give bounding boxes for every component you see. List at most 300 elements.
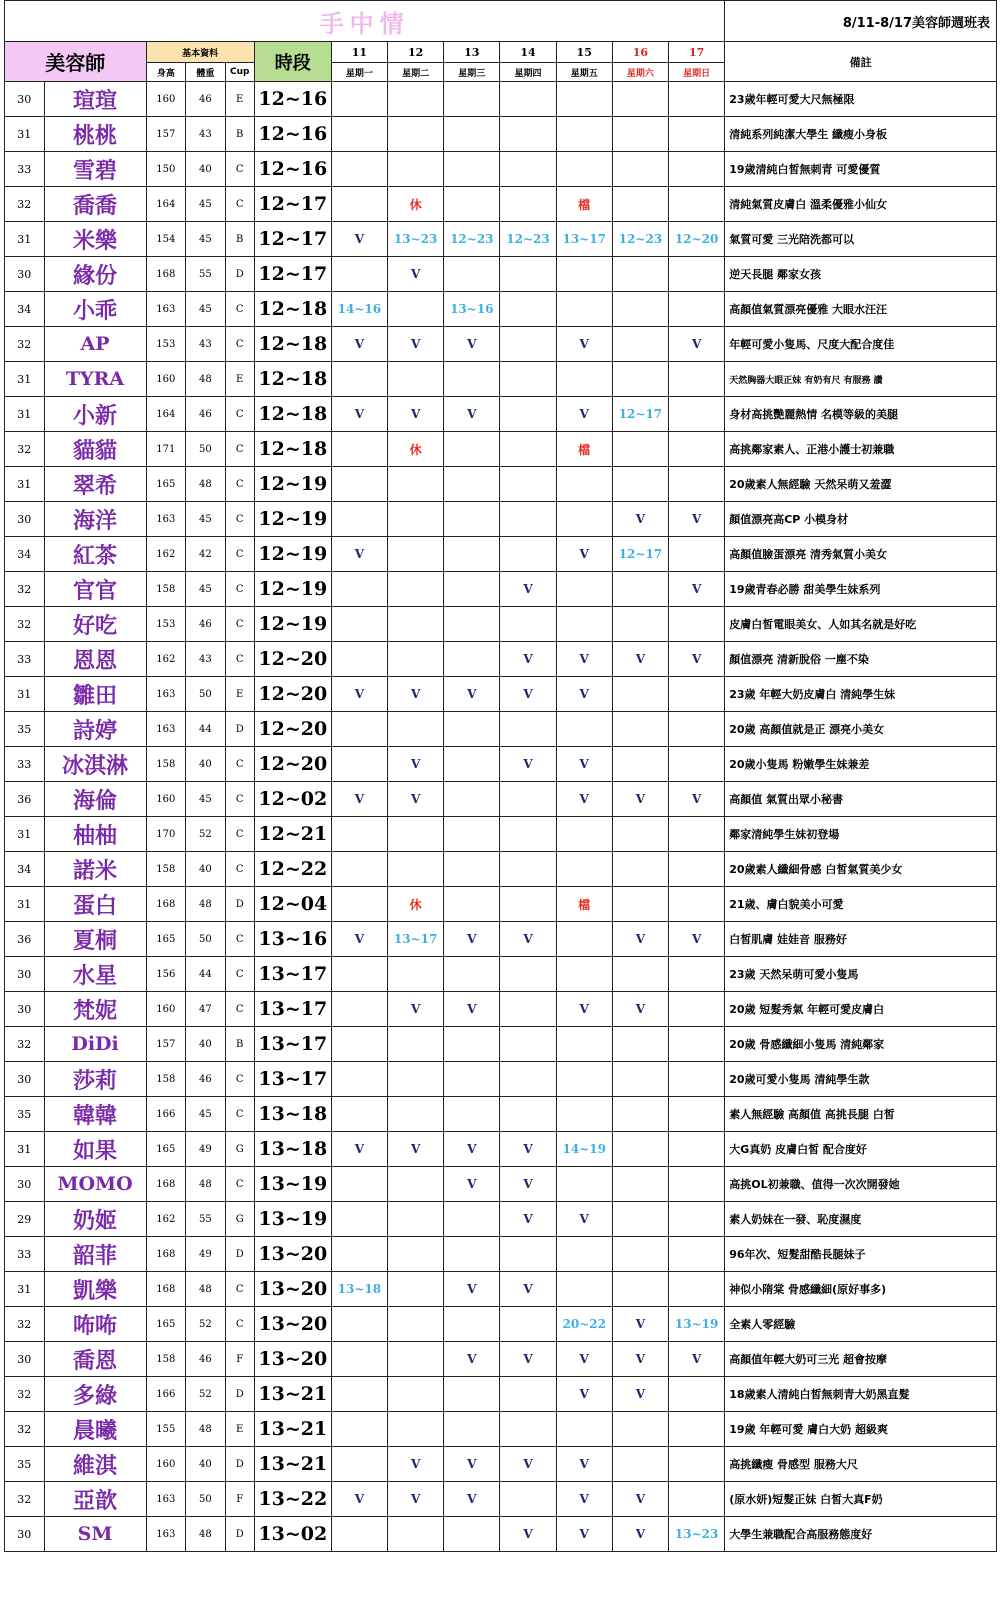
height-cell: 166 <box>146 1377 186 1412</box>
beautician-name[interactable]: 柚柚 <box>44 817 146 852</box>
shift-cell <box>331 1412 387 1447</box>
note-cell: 高顏值 氣質出眾小秘書 <box>725 782 997 817</box>
beautician-name[interactable]: 海洋 <box>44 502 146 537</box>
shift-cell <box>388 1062 444 1097</box>
shift-cell: V <box>669 327 725 362</box>
height-cell: 166 <box>146 1097 186 1132</box>
age-cell: 32 <box>5 1027 45 1062</box>
beautician-name[interactable]: 米樂 <box>44 222 146 257</box>
day-name: 星期一 <box>331 63 387 82</box>
shift-cell <box>388 1517 444 1552</box>
shift-cell <box>444 1237 500 1272</box>
beautician-name[interactable]: 蛋白 <box>44 887 146 922</box>
note-cell: 19歲 年輕可愛 膚白大奶 超級爽 <box>725 1412 997 1447</box>
beautician-name[interactable]: 如果 <box>44 1132 146 1167</box>
day-number: 13 <box>444 42 500 63</box>
height-cell: 154 <box>146 222 186 257</box>
cup-header: Cup <box>225 63 254 82</box>
shift-cell <box>331 642 387 677</box>
height-cell: 165 <box>146 467 186 502</box>
weight-cell: 45 <box>186 1097 226 1132</box>
time-slot-cell: 12~19 <box>254 572 331 607</box>
beautician-name[interactable]: 亞歆 <box>44 1482 146 1517</box>
height-cell: 158 <box>146 1342 186 1377</box>
age-cell: 30 <box>5 1062 45 1097</box>
age-cell: 32 <box>5 187 45 222</box>
age-cell: 31 <box>5 887 45 922</box>
schedule-row <box>5 712 997 747</box>
beautician-name[interactable]: 奶姬 <box>44 1202 146 1237</box>
time-slot-cell: 13~19 <box>254 1202 331 1237</box>
cup-cell: G <box>225 1202 254 1237</box>
cup-cell: D <box>225 1377 254 1412</box>
weight-cell: 48 <box>186 362 226 397</box>
cup-cell: B <box>225 117 254 152</box>
shift-cell <box>444 187 500 222</box>
beautician-name[interactable]: 維淇 <box>44 1447 146 1482</box>
age-cell: 35 <box>5 1097 45 1132</box>
weight-cell: 46 <box>186 607 226 642</box>
height-cell: 168 <box>146 887 186 922</box>
schedule-row <box>5 992 997 1027</box>
weight-cell: 45 <box>186 222 226 257</box>
beautician-name[interactable]: 桃桃 <box>44 117 146 152</box>
shift-cell: V <box>444 1447 500 1482</box>
weight-cell: 46 <box>186 1342 226 1377</box>
note-cell: 20歲 短髮秀氣 年輕可愛皮膚白 <box>725 992 997 1027</box>
shift-cell <box>388 362 444 397</box>
shift-cell: V <box>388 992 444 1027</box>
schedule-row <box>5 1062 997 1097</box>
day-number: 16 <box>612 42 668 63</box>
note-cell: 高顏值年輕大奶可三光 超會按摩 <box>725 1342 997 1377</box>
note-cell: 19歲青春必勝 甜美學生妹系列 <box>725 572 997 607</box>
time-slot-cell: 12~17 <box>254 222 331 257</box>
beautician-name[interactable]: 喬喬 <box>44 187 146 222</box>
beautician-name[interactable]: 翠希 <box>44 467 146 502</box>
shift-cell: 檔 <box>556 187 612 222</box>
beautician-name[interactable]: TYRA <box>44 362 146 397</box>
time-slot-cell: 12~16 <box>254 152 331 187</box>
shift-cell: V <box>612 922 668 957</box>
beautician-name[interactable]: 瑄瑄 <box>44 82 146 117</box>
shift-cell <box>500 152 556 187</box>
note-cell: 顏值漂亮高CP 小模身材 <box>725 502 997 537</box>
age-cell: 31 <box>5 117 45 152</box>
shift-cell: V <box>612 1517 668 1552</box>
shift-cell <box>669 957 725 992</box>
cup-cell: C <box>225 1097 254 1132</box>
shift-cell <box>556 922 612 957</box>
shift-cell: V <box>556 642 612 677</box>
shift-cell: V <box>331 782 387 817</box>
time-slot-cell: 12~18 <box>254 397 331 432</box>
cup-cell: C <box>225 1272 254 1307</box>
age-cell: 33 <box>5 642 45 677</box>
beautician-name[interactable]: 夏桐 <box>44 922 146 957</box>
note-cell: 20歲可愛小隻馬 清純學生款 <box>725 1062 997 1097</box>
height-cell: 155 <box>146 1412 186 1447</box>
weight-cell: 55 <box>186 1202 226 1237</box>
shift-cell <box>612 677 668 712</box>
shift-cell: 13~18 <box>331 1272 387 1307</box>
height-cell: 163 <box>146 502 186 537</box>
shift-cell <box>612 187 668 222</box>
beautician-name[interactable]: 韶菲 <box>44 1237 146 1272</box>
day-name: 星期六 <box>612 63 668 82</box>
time-slot-cell: 12~02 <box>254 782 331 817</box>
schedule-row <box>5 187 997 222</box>
cup-cell: D <box>225 257 254 292</box>
shift-cell <box>331 1062 387 1097</box>
shift-cell <box>331 82 387 117</box>
weight-cell: 43 <box>186 117 226 152</box>
shift-cell <box>500 292 556 327</box>
shift-cell: V <box>500 1272 556 1307</box>
note-cell: (原水妍)短髮正妹 白皙大真F奶 <box>725 1482 997 1517</box>
shift-cell: V <box>556 992 612 1027</box>
shift-cell <box>444 1517 500 1552</box>
weight-cell: 49 <box>186 1132 226 1167</box>
beautician-name[interactable]: 海倫 <box>44 782 146 817</box>
shift-cell: V <box>556 1482 612 1517</box>
shift-cell: V <box>556 537 612 572</box>
height-header: 身高 <box>146 63 186 82</box>
shift-cell <box>669 1062 725 1097</box>
beautician-name[interactable]: MOMO <box>44 1167 146 1202</box>
schedule-row <box>5 82 997 117</box>
shift-cell <box>500 607 556 642</box>
shift-cell: 12~20 <box>669 222 725 257</box>
shift-cell: 12~17 <box>612 397 668 432</box>
cup-cell: C <box>225 957 254 992</box>
note-cell: 神似小隋棠 骨感纖細(原好事多) <box>725 1272 997 1307</box>
shift-cell: V <box>669 782 725 817</box>
shift-cell: V <box>388 257 444 292</box>
age-cell: 31 <box>5 1132 45 1167</box>
height-cell: 160 <box>146 782 186 817</box>
week-title: 8/11-8/17美容師週班表 <box>725 1 997 42</box>
shift-cell <box>388 572 444 607</box>
shift-cell: V <box>388 1482 444 1517</box>
basic-info-header: 基本資料 <box>146 42 254 63</box>
shift-cell <box>444 257 500 292</box>
beautician-name[interactable]: 莎莉 <box>44 1062 146 1097</box>
shift-cell: V <box>388 747 444 782</box>
shift-cell <box>331 1027 387 1062</box>
shift-cell <box>669 537 725 572</box>
shift-cell <box>500 712 556 747</box>
schedule-row <box>5 397 997 432</box>
beautician-name[interactable]: 緣份 <box>44 257 146 292</box>
beautician-name[interactable]: AP <box>44 327 146 362</box>
shift-cell <box>444 467 500 502</box>
shift-cell: V <box>556 677 612 712</box>
shift-cell <box>331 1237 387 1272</box>
time-slot-cell: 13~17 <box>254 957 331 992</box>
shift-cell <box>500 1482 556 1517</box>
shift-cell <box>500 1062 556 1097</box>
cup-cell: C <box>225 992 254 1027</box>
shift-cell <box>444 572 500 607</box>
shift-cell <box>444 1097 500 1132</box>
time-slot-cell: 13~20 <box>254 1237 331 1272</box>
shift-cell <box>331 1517 387 1552</box>
shift-cell <box>669 467 725 502</box>
schedule-row <box>5 677 997 712</box>
shift-cell: V <box>388 327 444 362</box>
time-slot-cell: 13~22 <box>254 1482 331 1517</box>
day-number: 14 <box>500 42 556 63</box>
shift-cell <box>444 817 500 852</box>
shift-cell: 14~16 <box>331 292 387 327</box>
height-cell: 168 <box>146 1167 186 1202</box>
weight-cell: 43 <box>186 327 226 362</box>
age-cell: 33 <box>5 747 45 782</box>
shift-cell <box>331 502 387 537</box>
shift-cell <box>331 467 387 502</box>
shift-cell: V <box>669 572 725 607</box>
shift-cell: 13~23 <box>669 1517 725 1552</box>
cup-cell: C <box>225 642 254 677</box>
schedule-row <box>5 957 997 992</box>
shift-cell: V <box>500 1202 556 1237</box>
height-cell: 163 <box>146 1482 186 1517</box>
shift-cell <box>556 1062 612 1097</box>
shift-cell: 12~23 <box>444 222 500 257</box>
note-cell: 21歲、膚白貌美小可愛 <box>725 887 997 922</box>
beautician-name[interactable]: 諾米 <box>44 852 146 887</box>
shift-cell <box>444 712 500 747</box>
beautician-name[interactable]: 多綠 <box>44 1377 146 1412</box>
note-cell: 氣質可愛 三光陪洗都可以 <box>725 222 997 257</box>
beautician-name[interactable]: 咘咘 <box>44 1307 146 1342</box>
height-cell: 171 <box>146 432 186 467</box>
beautician-name[interactable]: 官官 <box>44 572 146 607</box>
beautician-name[interactable]: 貓貓 <box>44 432 146 467</box>
beautician-name[interactable]: 雪碧 <box>44 152 146 187</box>
height-cell: 163 <box>146 1517 186 1552</box>
cup-cell: F <box>225 1342 254 1377</box>
cup-cell: C <box>225 1307 254 1342</box>
beautician-name[interactable]: 冰淇淋 <box>44 747 146 782</box>
cup-cell: D <box>225 1237 254 1272</box>
shift-cell: V <box>388 397 444 432</box>
shift-cell <box>331 362 387 397</box>
shift-cell: V <box>556 397 612 432</box>
shift-cell: V <box>500 572 556 607</box>
age-cell: 30 <box>5 257 45 292</box>
shift-cell: V <box>612 782 668 817</box>
shift-cell <box>612 257 668 292</box>
beautician-name[interactable]: 小乖 <box>44 292 146 327</box>
shift-cell <box>331 152 387 187</box>
shift-cell <box>331 712 387 747</box>
shift-cell: V <box>500 922 556 957</box>
shift-cell <box>500 502 556 537</box>
cup-cell: C <box>225 607 254 642</box>
note-cell: 23歲 年輕大奶皮膚白 清純學生妹 <box>725 677 997 712</box>
shift-cell: V <box>500 1167 556 1202</box>
time-slot-cell: 13~18 <box>254 1097 331 1132</box>
shift-cell <box>388 1027 444 1062</box>
shift-cell: V <box>500 1342 556 1377</box>
note-cell: 20歲 骨感纖細小隻馬 清純鄰家 <box>725 1027 997 1062</box>
note-cell: 高挑纖瘦 骨感型 服務大尺 <box>725 1447 997 1482</box>
shift-cell <box>669 152 725 187</box>
note-cell: 20歲素人纖細骨感 白皙氣質美少女 <box>725 852 997 887</box>
cup-cell: D <box>225 1517 254 1552</box>
shift-cell: V <box>500 1132 556 1167</box>
cup-cell: C <box>225 782 254 817</box>
time-slot-cell: 12~21 <box>254 817 331 852</box>
schedule-row <box>5 782 997 817</box>
shift-cell: V <box>612 1307 668 1342</box>
age-cell: 29 <box>5 1202 45 1237</box>
cup-cell: C <box>225 187 254 222</box>
shift-cell <box>669 1167 725 1202</box>
shift-cell: V <box>331 1132 387 1167</box>
weight-cell: 50 <box>186 432 226 467</box>
shift-cell <box>612 572 668 607</box>
shift-cell <box>500 1237 556 1272</box>
shift-cell <box>500 992 556 1027</box>
day-number: 12 <box>388 42 444 63</box>
shift-cell <box>612 1412 668 1447</box>
shift-cell <box>500 817 556 852</box>
shift-cell <box>331 957 387 992</box>
shift-cell <box>556 607 612 642</box>
shift-cell <box>500 327 556 362</box>
age-cell: 31 <box>5 222 45 257</box>
height-cell: 163 <box>146 292 186 327</box>
cup-cell: C <box>225 397 254 432</box>
weight-cell: 44 <box>186 957 226 992</box>
time-slot-cell: 12~17 <box>254 187 331 222</box>
shift-cell: V <box>500 1517 556 1552</box>
beautician-name[interactable]: 晨曦 <box>44 1412 146 1447</box>
shift-cell <box>612 1062 668 1097</box>
beautician-name[interactable]: 韓韓 <box>44 1097 146 1132</box>
age-cell: 30 <box>5 1517 45 1552</box>
shift-cell <box>669 1202 725 1237</box>
shift-cell <box>388 467 444 502</box>
beautician-name[interactable]: 梵妮 <box>44 992 146 1027</box>
note-cell: 年輕可愛小隻馬、尺度大配合度佳 <box>725 327 997 362</box>
shift-cell <box>612 957 668 992</box>
time-slot-cell: 13~20 <box>254 1272 331 1307</box>
shift-cell: V <box>331 1482 387 1517</box>
time-slot-cell: 12~18 <box>254 327 331 362</box>
weight-cell: 48 <box>186 1272 226 1307</box>
shift-cell <box>500 782 556 817</box>
note-cell: 清純氣質皮膚白 溫柔優雅小仙女 <box>725 187 997 222</box>
height-cell: 168 <box>146 1237 186 1272</box>
weight-cell: 40 <box>186 1447 226 1482</box>
beautician-name[interactable]: SM <box>44 1517 146 1552</box>
shift-cell <box>556 852 612 887</box>
shift-cell <box>500 1307 556 1342</box>
beautician-name[interactable]: 紅茶 <box>44 537 146 572</box>
shift-cell <box>444 362 500 397</box>
shift-cell: V <box>444 992 500 1027</box>
beautician-name[interactable]: 凱樂 <box>44 1272 146 1307</box>
shift-cell <box>612 712 668 747</box>
shift-cell <box>669 1132 725 1167</box>
cup-cell: C <box>225 152 254 187</box>
time-slot-cell: 12~16 <box>254 82 331 117</box>
shift-cell <box>556 1412 612 1447</box>
shift-cell <box>669 607 725 642</box>
height-cell: 162 <box>146 537 186 572</box>
shift-cell <box>388 537 444 572</box>
note-cell: 素人無經驗 高顏值 高挑長腿 白皙 <box>725 1097 997 1132</box>
age-cell: 36 <box>5 782 45 817</box>
shift-cell <box>388 1412 444 1447</box>
shift-cell <box>612 467 668 502</box>
shift-cell <box>444 432 500 467</box>
time-slot-cell: 12~18 <box>254 292 331 327</box>
height-cell: 164 <box>146 187 186 222</box>
schedule-row <box>5 502 997 537</box>
shift-cell: V <box>556 1342 612 1377</box>
shift-cell: V <box>444 327 500 362</box>
beautician-name[interactable]: 恩恩 <box>44 642 146 677</box>
age-cell: 31 <box>5 677 45 712</box>
age-cell: 32 <box>5 607 45 642</box>
cup-cell: B <box>225 1027 254 1062</box>
shift-cell <box>500 852 556 887</box>
shift-cell <box>331 1377 387 1412</box>
shift-cell <box>331 1097 387 1132</box>
weight-cell: 45 <box>186 292 226 327</box>
cup-cell: D <box>225 1447 254 1482</box>
beautician-name[interactable]: 喬恩 <box>44 1342 146 1377</box>
shift-cell <box>388 1272 444 1307</box>
shift-cell <box>669 747 725 782</box>
beautician-name[interactable]: DiDi <box>44 1027 146 1062</box>
age-cell: 35 <box>5 712 45 747</box>
beautician-name[interactable]: 好吃 <box>44 607 146 642</box>
shift-cell <box>331 1447 387 1482</box>
weight-cell: 50 <box>186 1482 226 1517</box>
schedule-row <box>5 607 997 642</box>
shift-cell <box>612 1272 668 1307</box>
age-cell: 30 <box>5 1167 45 1202</box>
schedule-row <box>5 1272 997 1307</box>
weight-cell: 55 <box>186 257 226 292</box>
beautician-name[interactable]: 雛田 <box>44 677 146 712</box>
note-cell: 高挑鄰家素人、正港小護士初兼職 <box>725 432 997 467</box>
beautician-name[interactable]: 水星 <box>44 957 146 992</box>
age-cell: 32 <box>5 1482 45 1517</box>
shift-cell <box>444 1027 500 1062</box>
shift-cell: 13~17 <box>556 222 612 257</box>
beautician-name[interactable]: 詩婷 <box>44 712 146 747</box>
shift-cell: 12~23 <box>612 222 668 257</box>
age-cell: 31 <box>5 397 45 432</box>
shift-cell <box>444 1307 500 1342</box>
note-cell: 大G真奶 皮膚白皙 配合度好 <box>725 1132 997 1167</box>
height-cell: 170 <box>146 817 186 852</box>
day-name: 星期四 <box>500 63 556 82</box>
age-cell: 34 <box>5 537 45 572</box>
beautician-name[interactable]: 小新 <box>44 397 146 432</box>
schedule-row <box>5 327 997 362</box>
shift-cell: V <box>444 1167 500 1202</box>
shift-cell <box>500 1027 556 1062</box>
time-slot-cell: 13~21 <box>254 1377 331 1412</box>
